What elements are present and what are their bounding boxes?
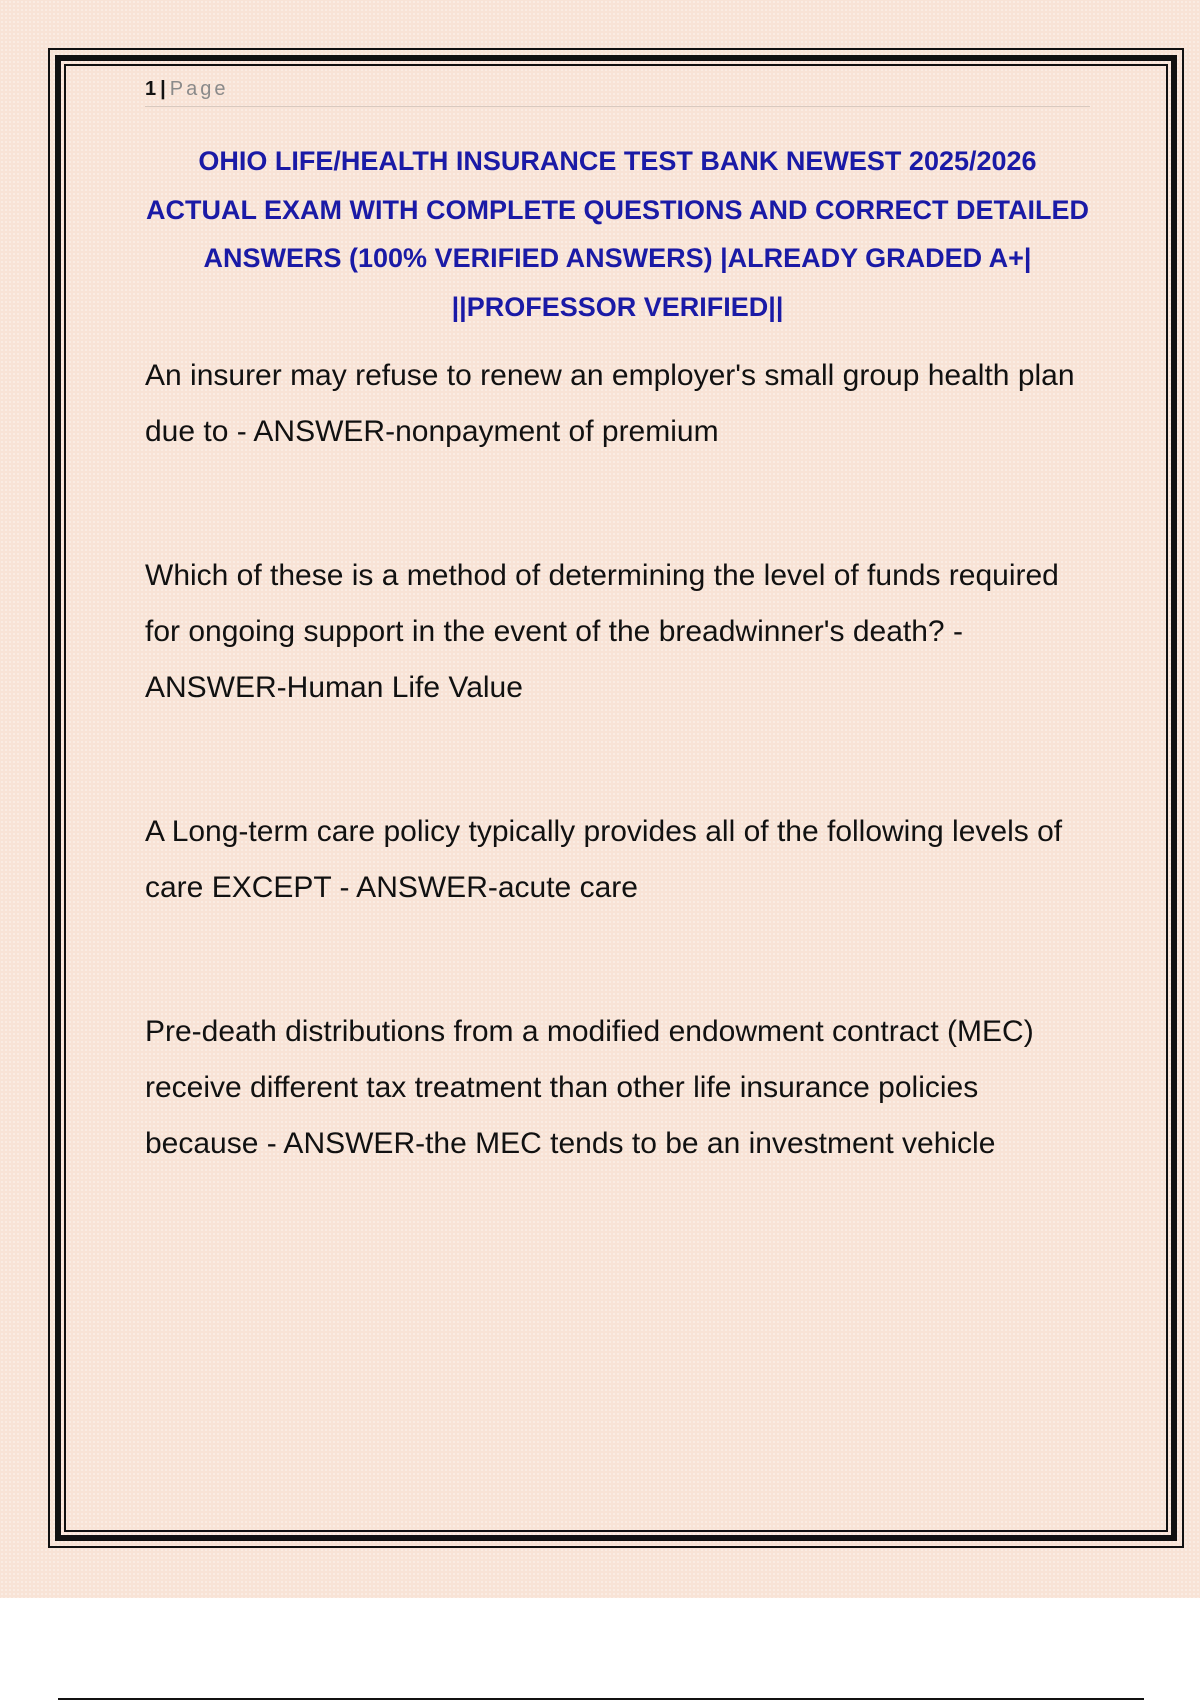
- qa-list: [145, 348, 1090, 1260]
- page-header: [145, 76, 1090, 107]
- qa-item: An insurer may refuse to renew an employer's small group health plan due to - ANSWER-nonpayment of premium: [145, 359, 1075, 448]
- qa-item: Which of these is a method of determining the level of funds required for ongoing support in the event of the breadwinner's death? - ANSWER-Human Life Value: [145, 559, 1059, 704]
- document-title: OHIO LIFE/HEALTH INSURANCE TEST BANK NEWEST 2025/2026 ACTUAL EXAM WITH COMPLETE QUESTIONS AND CORRECT DETAILED ANSWERS (100% VERIFIED ANSWERS) |ALREADY GRADED A+| ||PROFESSOR VERIFIED||: [146, 146, 1089, 322]
- qa-item: Pre-death distributions from a modified endowment contract (MEC) receive different tax treatment than other life insurance policies because - ANSWER-the MEC tends to be an investment vehicle: [145, 1015, 1034, 1160]
- qa-item: A Long-term care policy typically provides all of the following levels of care EXCEPT - ANSWER-acute care: [145, 815, 1063, 904]
- page-separator: |: [160, 78, 166, 100]
- page-label: Page: [169, 78, 229, 100]
- page-number: 1: [145, 78, 157, 100]
